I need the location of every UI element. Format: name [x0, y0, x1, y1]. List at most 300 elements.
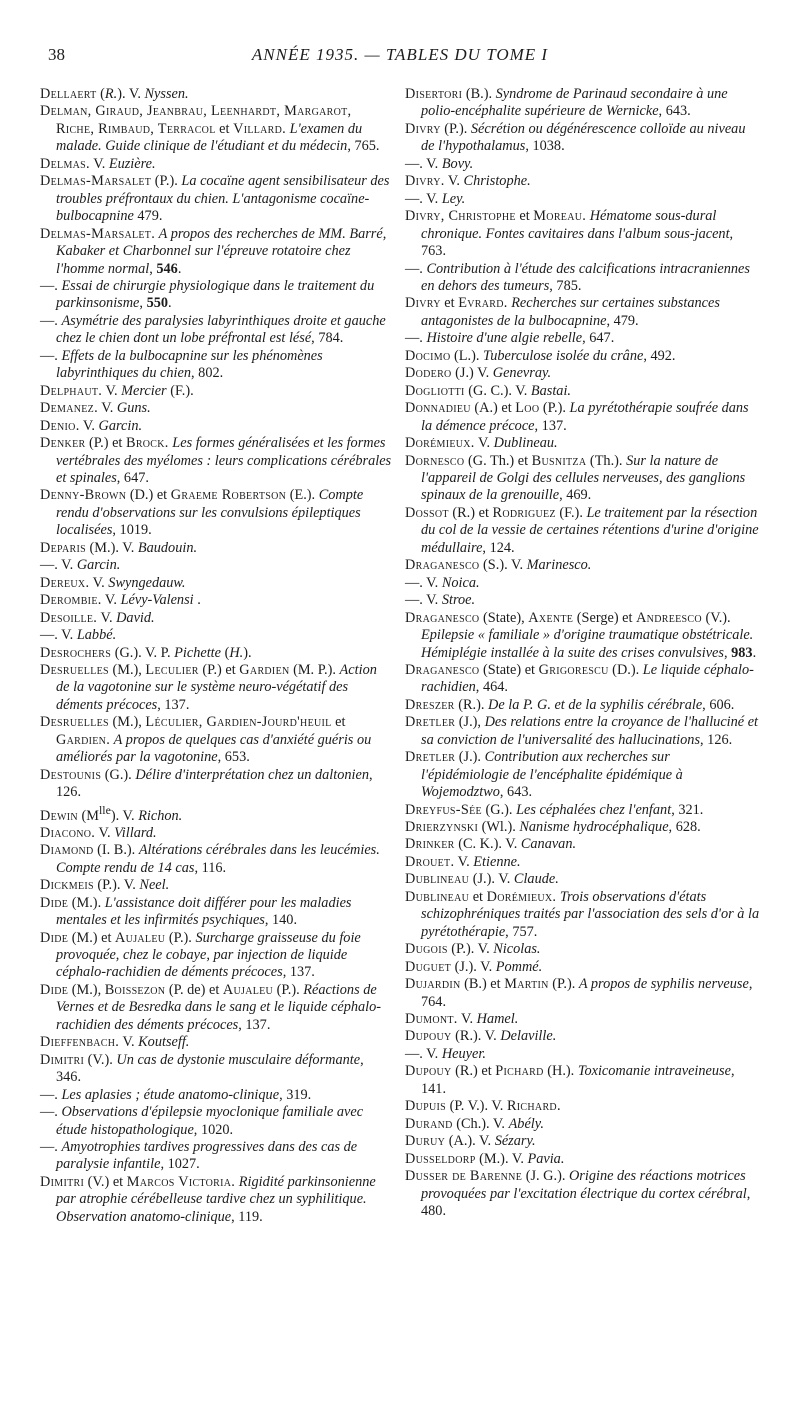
entry-title: David. [116, 609, 155, 626]
entry-text: (J. G.). [522, 1168, 569, 1185]
entry-title: Richon. [138, 807, 183, 824]
index-entry [405, 575, 760, 592]
entry-title: Lévy-Valensi [120, 592, 194, 609]
entry-text: , 606. [702, 696, 735, 713]
author-name: Dimitri [40, 1051, 85, 1068]
entry-title: Altérations cérébrales dans les leucémies. Compte rendu de 14 cas [56, 842, 380, 876]
entry-title: Surcharge graisseuse du foie provoquée, chez le cobaye, par injection de liquide céphalo-rachidien de déments précoces [56, 929, 361, 981]
index-entry [405, 435, 760, 452]
author-name: Delman, Giraud, Jeanbrau, Leenhardt, Margarot, Riche, Rimbaud, Terracol [40, 103, 352, 137]
entry-title: Marinesco. [526, 557, 592, 574]
entry-text: (P.). [539, 400, 570, 417]
entry-text: (A.). V. [445, 1133, 495, 1150]
author-name: Boissezon [104, 981, 166, 998]
index-entry [40, 1174, 392, 1226]
bold-page-ref: 550 [146, 295, 169, 312]
entry-text: , 1020. [193, 1121, 234, 1138]
entry-text: , 643. [658, 103, 691, 120]
author-name: Dublineau [405, 871, 470, 888]
entry-text: (M.). V. [85, 539, 138, 556]
author-name: Léculier, Gardien-Jourd'heuil [145, 714, 332, 731]
entry-text: . [193, 592, 201, 609]
index-entry [405, 156, 760, 173]
entry-text: V. [457, 1011, 477, 1028]
entry-title: Délire d'interprétation chez un daltonien [135, 766, 369, 783]
index-entry [40, 540, 392, 557]
entry-title: Euzière. [108, 155, 156, 172]
author-name: Richard. [506, 1098, 561, 1115]
index-entry [405, 173, 760, 190]
index-entry [40, 435, 392, 487]
index-entry [40, 842, 392, 877]
index-entry [40, 610, 392, 627]
entry-text: , 757. [505, 923, 538, 940]
author-name: Divry. [405, 173, 445, 190]
entry-text: , [723, 644, 732, 661]
author-name: Delmas-Marsalet. [40, 225, 156, 242]
index-entry [40, 1104, 392, 1139]
entry-text: (V.). [701, 609, 731, 626]
entry-text: V. [89, 574, 109, 591]
index-entry [40, 662, 392, 714]
entry-title: Villard. [114, 824, 157, 841]
entry-text: (State) et [479, 661, 539, 678]
index-entry [405, 714, 760, 749]
author-name: Diamond [40, 842, 94, 859]
index-entry [40, 1034, 392, 1051]
index-entry [40, 226, 392, 278]
entry-title: Garcin. [76, 557, 121, 574]
entry-text: (G.). [481, 801, 517, 818]
entry-title: A propos des recherches de MM. Barré, Kabaker et Charbonnel sur l'épreuve rotatoire chez l'homme normal [56, 225, 387, 277]
index-entry [40, 278, 392, 313]
index-entry [405, 592, 760, 609]
index-entry [405, 330, 760, 347]
author-name: Diacono. [40, 824, 96, 841]
entry-text: , 464. [475, 679, 508, 696]
entry-text: —. [40, 1104, 62, 1121]
entry-text: —. [40, 347, 62, 364]
superscript: lle [99, 802, 111, 817]
author-name: Dewin [40, 807, 78, 824]
entry-text: (M. P.). [289, 661, 340, 678]
entry-text: —. [40, 312, 62, 329]
index-entry [40, 1087, 392, 1104]
index-entry [40, 930, 392, 982]
author-name: Dreszer [405, 696, 455, 713]
entry-text: , 124. [482, 539, 515, 556]
entry-title: Origine des réactions motrices provoquées par l'excitation électrique du cortex cérébral [421, 1168, 747, 1202]
left-column [40, 86, 392, 1226]
entry-text: , 784. [311, 330, 344, 347]
entry-title: Compte rendu d'observations sur les convulsions épileptiques localisées [56, 487, 364, 539]
entry-text: (G.). [101, 766, 136, 783]
entry-text: , 479. [606, 312, 639, 329]
entry-title: Hamel. [476, 1011, 519, 1028]
index-entry [40, 1052, 392, 1087]
entry-text: . [177, 260, 182, 277]
entry-text: ). V. [110, 807, 139, 824]
index-entry [405, 941, 760, 958]
index-entry [405, 191, 760, 208]
author-name: Delphaut. [40, 382, 103, 399]
index-entry [405, 819, 760, 836]
index-entry [405, 365, 760, 382]
entry-text: (P. V.). V. [446, 1098, 507, 1115]
author-name: Dickmeis [40, 877, 94, 894]
bold-page-ref: 546 [156, 260, 178, 277]
entry-title: Réactions de Vernes et de Besredka dans le sang et le liquide céphalo-rachidien des déments précoces [56, 981, 382, 1033]
index-entry [40, 173, 392, 225]
entry-text: (I. B.). [93, 842, 139, 859]
entry-title: Hématome sous-dural chronique. Fontes cavitaires dans l'album sous-jacent [421, 208, 730, 242]
entry-title: L'assistance doit différer pour les maladies mentales et les infirmités psychiques [56, 894, 352, 929]
author-name: Dretler [405, 749, 456, 766]
entry-text: (R.). [454, 696, 489, 713]
entry-title: Delaville. [500, 1028, 557, 1045]
entry-title: Pichette [174, 644, 221, 661]
author-name: Dupuis [405, 1098, 447, 1115]
entry-title: Sécrétion ou dégénérescence colloïde au niveau de l'hypothalamus [421, 120, 746, 155]
entry-text: (G. Th.) et [464, 452, 532, 469]
index-entry [405, 976, 760, 1011]
entry-text: , 469. [559, 487, 592, 504]
entry-text: , 1019. [112, 522, 152, 539]
entry-title: Action de la vagotonine sur le système neuro-végétatif des déments précoces [56, 661, 377, 713]
entry-text: , 346. [56, 1051, 364, 1086]
author-name: Dugois [405, 941, 448, 958]
entry-text: V. [97, 400, 117, 417]
entry-text: , 140. [264, 912, 298, 929]
author-name: Dellaert [40, 86, 97, 102]
author-name: Dupouy [405, 1063, 452, 1080]
author-name: Graeme Robertson [170, 487, 287, 504]
entry-text: —. V. [405, 592, 442, 609]
index-entry [405, 261, 760, 296]
author-name: Pichard [495, 1063, 544, 1080]
index-entry [405, 889, 760, 941]
entry-text: (L.). [450, 347, 484, 364]
entry-text: (State), [479, 609, 529, 626]
entry-text: , 763. [421, 225, 734, 260]
entry-title: Sézary. [494, 1133, 536, 1150]
entry-text: (J.). V. [451, 958, 496, 975]
entry-text: (P.) et [85, 435, 126, 452]
entry-text: V. [97, 609, 117, 626]
entry-text: (B.). [462, 86, 496, 102]
index-entry [405, 610, 760, 662]
author-name: Gardien. [56, 731, 111, 748]
author-name: Duguet [405, 958, 452, 975]
entry-text: , 765. [347, 138, 380, 155]
entry-text: , 319. [279, 1086, 312, 1103]
bold-page-ref: 983 [731, 644, 753, 661]
entry-title: Swyngedauw. [108, 574, 186, 591]
page-header [0, 45, 800, 69]
index-entry [405, 836, 760, 853]
index-entry [405, 662, 760, 697]
entry-title: Ley. [441, 190, 466, 207]
entry-text: (J.). V. [469, 871, 514, 888]
entry-title: Etienne. [473, 853, 521, 870]
entry-text: (V.) et [84, 1173, 127, 1190]
entry-text: ). V. [117, 86, 145, 102]
entry-text: et [215, 120, 234, 137]
entry-text: —. [40, 277, 62, 294]
author-name: Dogliotti [405, 382, 465, 399]
author-name: Denny-Brown [40, 487, 127, 504]
entry-title: Labbé. [76, 627, 117, 644]
index-entry [40, 627, 392, 644]
entry-text: (C. K.). V. [454, 836, 521, 853]
entry-text: , 137. [282, 964, 315, 981]
author-name: Evrard. [458, 295, 508, 312]
entry-text: (F.). [555, 504, 587, 521]
entry-title: Epilepsie « familiale » d'origine traumatique obstétricale. Hémiplégie installée à la suite des crises convulsives [421, 627, 754, 661]
entry-text: —. V. [405, 1045, 442, 1062]
index-entry [405, 383, 760, 400]
entry-text: , [149, 260, 157, 277]
author-name: Dublineau [405, 888, 470, 905]
index-entry [40, 802, 392, 825]
entry-text: , 628. [668, 819, 701, 836]
entry-text: (E.). [286, 487, 319, 504]
entry-title: Toxicomanie intraveineuse [577, 1063, 731, 1080]
entry-title: Neel. [139, 877, 170, 894]
index-entry [40, 645, 392, 662]
index-entry [405, 1098, 760, 1115]
entry-title: Pavia. [527, 1150, 565, 1167]
entry-text: (A.) et [470, 400, 516, 417]
entry-text: V. [454, 853, 474, 870]
entry-title: Nanisme hydrocéphalique [519, 819, 669, 836]
author-name: Busnitza [531, 452, 587, 469]
index-entry [405, 348, 760, 365]
entry-text: , 785. [549, 277, 582, 294]
index-entry [40, 767, 392, 802]
index-entry [405, 854, 760, 871]
author-name: Dornesco [405, 452, 465, 469]
index-entry [405, 749, 760, 801]
author-name: Disertori [405, 86, 463, 102]
entry-title: A propos de syphilis nerveuse [578, 976, 749, 993]
index-entry [405, 1028, 760, 1045]
author-name: Martin [504, 976, 549, 993]
index-entry [40, 592, 392, 609]
index-entry [405, 400, 760, 435]
entry-text: V. [119, 1034, 139, 1051]
entry-title: Christophe. [463, 173, 531, 190]
entry-text: (Th.). [586, 452, 627, 469]
index-entry [40, 877, 392, 894]
right-column [405, 86, 760, 1220]
entry-text: , 119. [231, 1208, 263, 1225]
author-name: Dodero [405, 365, 452, 382]
author-name: Loo [515, 400, 540, 417]
entry-title: R. [104, 86, 118, 102]
index-entry [405, 1046, 760, 1063]
author-name: Durand [405, 1115, 453, 1132]
entry-title: Syndrome de Parinaud secondaire à une polio-encéphalite supérieure de Wernicke [421, 86, 728, 120]
entry-title: Tuberculose isolée du crâne [483, 347, 644, 364]
index-entry [405, 802, 760, 819]
entry-text: (M [77, 807, 99, 824]
entry-title: Contribution aux recherches sur l'épidémiologie de l'encéphalite épidémique à Wojemodztwo [421, 749, 683, 801]
author-name: Dide [40, 929, 69, 946]
entry-text: ). [243, 644, 252, 661]
entry-title: Dublineau. [493, 435, 558, 452]
entry-text: (H.). [543, 1063, 578, 1080]
entry-title: Abély. [508, 1115, 544, 1132]
entry-title: Les céphalées chez l'enfant [516, 801, 672, 818]
author-name: Grigorescu [538, 661, 609, 678]
entry-text: et [469, 888, 487, 905]
index-entry [40, 418, 392, 435]
entry-text: V. [95, 824, 115, 841]
author-name: Delmas. [40, 155, 90, 172]
author-name: Dusser de Barenne [405, 1168, 523, 1185]
author-name: Drouet. [405, 853, 455, 870]
author-name: Denker [40, 435, 86, 452]
entry-title: Nicolas. [493, 941, 541, 958]
author-name: Derombie. [40, 592, 102, 609]
index-entry [405, 86, 760, 121]
entry-text: —. V. [40, 627, 77, 644]
entry-text: (M.), [108, 714, 146, 731]
entry-title: L'examen du malade. Guide clinique de l'étudiant et du médecin [56, 120, 363, 155]
entry-text: V. [102, 382, 122, 399]
index-entry [405, 1168, 760, 1220]
entry-text: , 137. [238, 1016, 271, 1033]
author-name: Draganesco [405, 557, 480, 574]
author-name: Dreyfus-Sée [405, 801, 482, 818]
entry-text: (P.). [273, 981, 304, 998]
entry-title: La cocaïne agent sensibilisateur des troubles préfrontaux du chien. L'antagonisme cocaïne-bulbocapnine [56, 173, 390, 225]
entry-text: V. [101, 592, 121, 609]
entry-title: Garcin. [98, 417, 143, 434]
author-name: Dorémieux. [486, 888, 557, 905]
entry-text: V. [79, 417, 99, 434]
author-name: Dimitri [40, 1173, 85, 1190]
entry-title: Observations d'épilepsie myoclonique familiale avec étude histopathologique [56, 1104, 364, 1138]
entry-text: (R.) et [451, 1063, 496, 1080]
entry-title: Asymétrie des paralysies labyrinthiques droite et gauche chez le chien dont un lobe préfrontal est lésé [56, 312, 386, 347]
entry-text: —. V. [405, 574, 442, 591]
entry-text: (R.) et [448, 504, 493, 521]
entry-text: (Ch.). V. [452, 1115, 509, 1132]
entry-text: (M.). V. [475, 1150, 528, 1167]
entry-text: , [139, 295, 147, 312]
entry-text: (J.), [455, 714, 485, 731]
entry-title: Mercier [121, 382, 167, 399]
entry-text: (G.). V. P. [111, 644, 175, 661]
entry-text: (D.). [608, 661, 643, 678]
entry-title: Bovy. [441, 155, 474, 172]
index-entry [405, 697, 760, 714]
author-name: Dusseldorp [405, 1150, 476, 1167]
author-name: Dieffenbach. [40, 1034, 120, 1051]
author-name: Gardien [239, 661, 290, 678]
author-name: Drinker [405, 836, 455, 853]
entry-text: (J.) V. [451, 365, 493, 382]
entry-title: Recherches sur certaines substances antagonistes de la bulbocapnine [421, 295, 720, 329]
entry-text: (P.). [440, 120, 471, 137]
index-entry [405, 453, 760, 505]
index-entry [40, 400, 392, 417]
author-name: Leculier [145, 661, 199, 678]
entry-title: Sur la nature de l'appareil de Golgi des cellules nerveuses, des ganglions spinaux de la grenouille [421, 452, 746, 504]
index-entry [40, 383, 392, 400]
entry-text: 479. [133, 208, 163, 225]
index-entry [405, 208, 760, 260]
entry-text: (Serge) et [573, 609, 637, 626]
entry-text: (M.). [68, 894, 105, 911]
author-name: Dossot [405, 504, 449, 521]
author-name: Dide [40, 894, 69, 911]
author-name: Brock. [125, 435, 169, 452]
author-name: Draganesco [405, 609, 480, 626]
entry-title: Rigidité parkinsonienne par atrophie cérébelleuse tardive chez un syphilitique. Observation anatomo-clinique [56, 1173, 376, 1225]
author-name: Dupouy [405, 1028, 452, 1045]
index-entry [405, 1063, 760, 1098]
entry-text: (P.) et [198, 661, 240, 678]
author-name: Divry [405, 295, 441, 312]
entry-title: Koutseff. [138, 1034, 190, 1051]
entry-text: (P.). [165, 929, 196, 946]
entry-title: Baudouin. [137, 539, 198, 556]
entry-text: (J.). [455, 749, 485, 766]
entry-text: (P.). [548, 976, 579, 993]
entry-text: (B.) et [460, 976, 505, 993]
index-entry [40, 825, 392, 842]
entry-text: , 116. [194, 859, 227, 876]
entry-title: Canavan. [520, 836, 577, 853]
entry-title: Le traitement par la résection du col de la vessie de certaines rétentions d'urine d'origine médullaire [421, 504, 759, 556]
index-entry [405, 871, 760, 888]
entry-text: et [515, 208, 534, 225]
entry-text: , 137. [157, 696, 190, 713]
author-name: Dide [40, 981, 69, 998]
author-name: Moreau. [533, 208, 587, 225]
author-name: Dumont. [405, 1011, 458, 1028]
entry-title: Genevray. [492, 365, 552, 382]
entry-title: Stroe. [441, 592, 476, 609]
author-name: Drierzynski [405, 819, 479, 836]
entry-title: Nyssen. [144, 86, 189, 102]
author-name: Rodriguez [492, 504, 556, 521]
index-entry [40, 575, 392, 592]
author-name: Destounis [40, 766, 102, 783]
index-entry [405, 505, 760, 557]
author-name: Delmas-Marsalet [40, 173, 152, 190]
entry-text: , 141. [421, 1063, 735, 1097]
entry-title: Contribution à l'étude des calcifications intracraniennes en dehors des tumeurs [421, 260, 750, 294]
index-entry [40, 313, 392, 348]
index-entry [405, 1116, 760, 1133]
entry-text: (Wl.). [478, 819, 520, 836]
entry-title: Un cas de dystonie musculaire déformante [116, 1051, 361, 1068]
entry-text: , 647. [582, 330, 615, 347]
running-title: ANNÉE 1935. — TABLES DU TOME I [251, 45, 549, 64]
author-name: Demanez. [40, 400, 98, 417]
entry-text: —. [405, 330, 427, 347]
author-name: Dujardin [405, 976, 461, 993]
author-name: Dorémieux. [405, 435, 475, 452]
entry-text: . [752, 644, 757, 661]
entry-text: , 653. [217, 749, 250, 766]
index-entry [40, 557, 392, 574]
entry-text: V. [444, 173, 464, 190]
